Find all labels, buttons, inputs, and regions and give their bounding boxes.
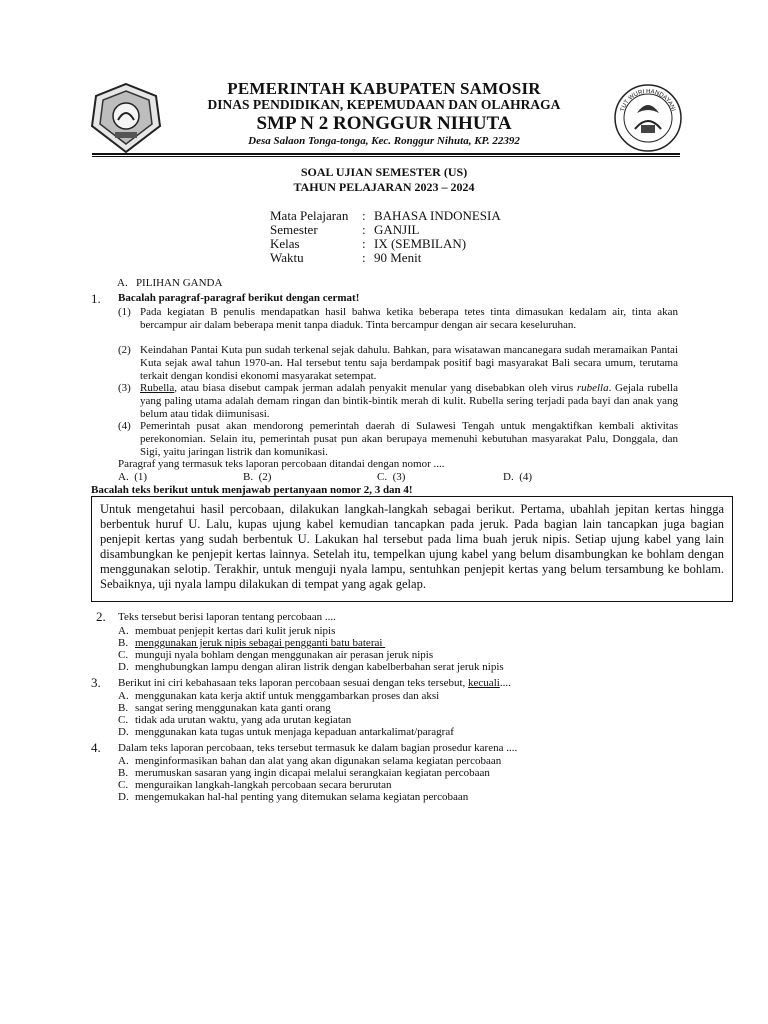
option-text: mengemukakan hal-hal penting yang ditemukan selama kegiatan percobaan — [135, 791, 469, 803]
option-text: munguji nyala bohlam dengan menggunakan air perasan jeruk nipis — [135, 649, 434, 661]
option-text: menguraikan langkah-langkah percobaan secara berurutan — [135, 779, 392, 791]
question-number: 1. — [91, 291, 101, 306]
answer-option: C. (3) — [377, 471, 406, 483]
answer-option: D. (4) — [503, 471, 533, 483]
question-number: 2. — [96, 609, 106, 624]
meta-value: IX (SEMBILAN) — [374, 236, 467, 251]
paragraph-item: Keindahan Pantai Kuta pun sudah terkenal sejak dahulu. Bahkan, para wisatawan mancanegara sudah meramaikan Pantai Kuta sejak awal tahun 1970-an. Hal tersebut tentu saja berdampak positif bagi masyarakat Bali secara umum, terutama terkait dengan kondisi ekonomi masyarakat setempat. — [140, 344, 678, 382]
meta-key: Kelas — [270, 236, 300, 251]
item-number: (3) — [118, 382, 131, 394]
option-text: menggunakan kata tugas untuk menjaga kepaduan antarkalimat/paragraf — [135, 726, 454, 738]
q1-question: Paragraf yang termasuk teks laporan percobaan ditandai dengan nomor .... — [118, 458, 445, 470]
option-letter: D. — [118, 661, 129, 673]
meta-value: GANJIL — [374, 222, 420, 237]
exam-year: TAHUN PELAJARAN 2023 – 2024 — [293, 180, 475, 194]
option-letter: B. — [118, 767, 129, 779]
option-text: tidak ada urutan waktu, yang ada urutan kegiatan — [135, 714, 352, 726]
answer-option: B. (2) — [243, 471, 272, 483]
department-title: DINAS PENDIDIKAN, KEPEMUDAAN DAN OLAHRAGA — [207, 97, 561, 112]
option-letter: D. — [118, 726, 129, 738]
q3-question: Berikut ini ciri kebahasaan teks laporan percobaan sesuai dengan teks tersebut, kecuali.... — [118, 677, 511, 689]
item-number: (4) — [118, 420, 131, 432]
paragraph-item: Pemerintah pusat akan mendorong pemerintah daerah di Sulawesi Tengah untuk mengaktifkan kembali aktivitas perekonomian. Selain itu, pemerintah pusat pun akan berupaya memenuhi kebutuhan masyarakat Palu, Donggala, dan Sigi, yaitu jaringan listrik dan komunikasi. — [140, 420, 678, 458]
option-letter: B. — [118, 637, 129, 649]
section-heading: A. PILIHAN GANDA — [117, 277, 223, 289]
option-text: menginformasikan bahan dan alat yang akan digunakan selama kegiatan percobaan — [135, 755, 502, 767]
option-letter: C. — [118, 779, 129, 791]
option-text: sangat sering menggunakan kata ganti orang — [135, 702, 331, 714]
option-letter: C. — [118, 649, 129, 661]
header-divider-thin — [92, 156, 680, 157]
option-letter: D. — [118, 791, 129, 803]
option-text: merumuskan sasaran yang ingin dicapai melalui serangkaian kegiatan percobaan — [135, 767, 490, 779]
school-name: SMP N 2 RONGGUR NIHUTA — [256, 113, 512, 134]
option-letter: C. — [118, 714, 129, 726]
option-text: menggunakan kata kerja aktif untuk menggambarkan proses dan aksi — [135, 690, 440, 702]
meta-value: BAHASA INDONESIA — [374, 208, 501, 223]
q2-question: Teks tersebut berisi laporan tentang percobaan .... — [118, 611, 336, 623]
logo-motto: TUT WURI HANDAYANI — [619, 88, 676, 113]
meta-value: 90 Menit — [374, 250, 422, 265]
option-letter: A. — [118, 755, 129, 767]
paragraph-item: Rubella, atau biasa disebut campak jerman adalah penyakit menular yang disebabkan oleh virus rubella. Gejala rubella yang paling utama adalah demam ringan dan bintik-bintik merah di kulit. Rubella sering terjadi pada bayi dan anak yang belum atau tidak diimunisasi. — [140, 382, 678, 420]
option-letter: A. — [118, 625, 129, 637]
paragraph-item: Pada kegiatan B penulis mendapatkan hasil bahwa ketika beberapa tetes tinta dimasukan kedalam air, tinta akan bercampur air dalam beberapa menit tanpa diaduk. Tinta bercampur dengan air secara keseluruhan. — [140, 306, 678, 331]
passage-box: Untuk mengetahui hasil percobaan, dilakukan langkah-langkah sebagai berikut. Pertama, ubahlah jepitan kertas hingga berbentuk huruf U. Lalu, kupas ujung kabel kemudian tancapkan pada jeruk. Pada bagian lain tancapkan juga bagian penjepit kertas yang sudah berbentuk U. Lakukan hal tersebut pada lima buah jeruk nipis. Setiap ujung kabel yang lain disambungkan ke penjepit kertas lainnya. Setelah itu, tempelkan ujung kabel yang belum disambungkan ke bohlam dengan menggunakan selotip. Terakhir, untuk menguji nyala lampu, sentuhkan penjepit kertas yang belum tersambung ke bohlam. Sebaiknya, uji nyala lampu dilakukan di tempat yang agak gelap. — [91, 496, 733, 602]
item-number: (1) — [118, 306, 131, 318]
school-address: Desa Salaon Tonga-tonga, Kec. Ronggur Nihuta, KP. 22392 — [248, 135, 520, 147]
meta-key: Semester — [270, 222, 318, 237]
option-letter: A. — [118, 690, 129, 702]
exam-title: SOAL UJIAN SEMESTER (US) — [300, 165, 468, 179]
tut-wuri-handayani-logo — [613, 83, 683, 153]
option-text: membuat penjepit kertas dari kulit jeruk nipis — [135, 625, 336, 637]
meta-key: Waktu — [270, 250, 304, 265]
question-number: 4. — [91, 740, 101, 755]
q4-question: Dalam teks laporan percobaan, teks tersebut termasuk ke dalam bagian prosedur karena .... — [118, 742, 518, 754]
passage-instruction: Bacalah teks berikut untuk menjawab pertanyaan nomor 2, 3 dan 4! — [91, 484, 413, 496]
item-number: (2) — [118, 344, 131, 356]
option-text: menggunakan jeruk nipis sebagai pengganti batu baterai — [135, 637, 386, 649]
q1-instruction: Bacalah paragraf-paragraf berikut dengan cermat! — [118, 292, 360, 304]
header-divider — [92, 153, 680, 155]
option-letter: B. — [118, 702, 129, 714]
answer-option: A. (1) — [118, 471, 148, 483]
question-number: 3. — [91, 675, 101, 690]
meta-key: Mata Pelajaran — [270, 208, 349, 223]
option-text: menghubungkan lampu dengan aliran listrik dengan kabelberbahan serat jeruk nipis — [135, 661, 504, 673]
gov-title: PEMERINTAH KABUPATEN SAMOSIR — [227, 79, 541, 98]
